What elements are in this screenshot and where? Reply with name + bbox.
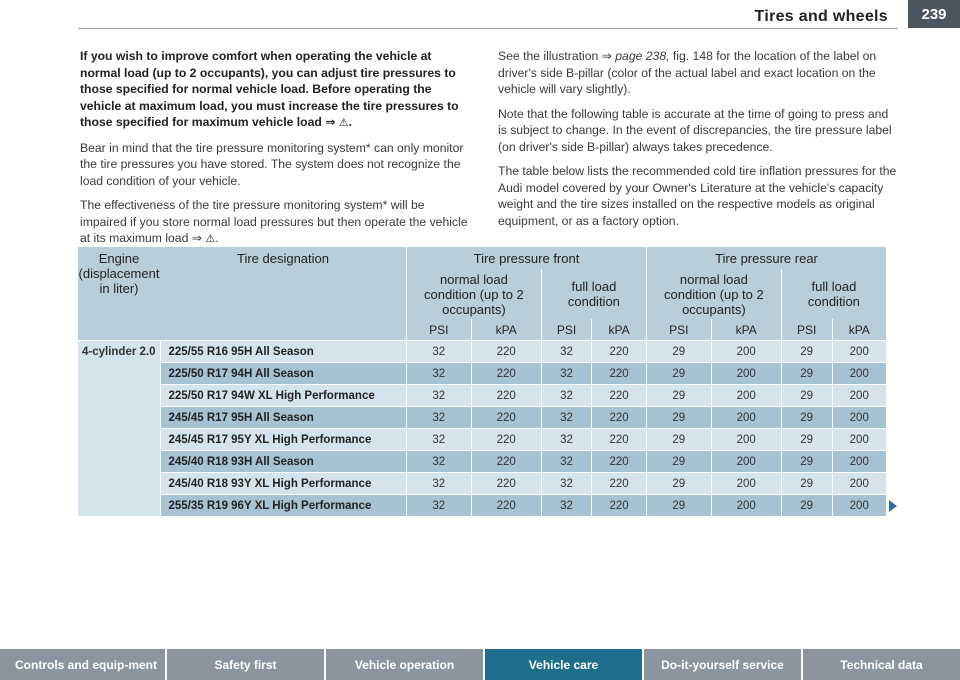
pressure-cell: 29 [646,429,711,451]
pressure-cell: 220 [471,429,541,451]
pressure-cell: 32 [407,407,472,429]
table-body [78,341,886,517]
table-row [78,473,886,495]
pressure-cell: 200 [832,363,886,385]
pressure-cell: 200 [711,341,781,363]
pressure-cell: 29 [646,473,711,495]
pressure-cell: 200 [711,429,781,451]
pressure-cell: 32 [541,473,591,495]
table-row [78,363,886,385]
pressure-cell: 32 [541,363,591,385]
pressure-cell: 32 [541,407,591,429]
pressure-cell: 29 [781,429,832,451]
pressure-cell: 220 [471,451,541,473]
header-front-full: full load condition [541,269,646,319]
footer-tab-3[interactable]: Vehicle care [485,649,642,680]
unit-psi: PSI [781,319,832,341]
paragraph-accuracy: Note that the following table is accurate at the time of going to press and is subject to change. In the event of discrepancies, the tire pressure label (on driver's side B-pillar) always takes precedence. [498,106,892,154]
unit-psi: PSI [541,319,591,341]
right-column [498,48,898,237]
footer-navigation [0,649,960,680]
pressure-cell: 200 [832,473,886,495]
pressure-cell: 200 [711,451,781,473]
pressure-cell: 29 [646,407,711,429]
pressure-cell: 29 [781,363,832,385]
pressure-cell: 200 [832,495,886,517]
footer-tab-1[interactable]: Safety first [167,649,324,680]
paragraph-effectiveness: The effectiveness of the tire pressure monitoring system* will be impaired if you store normal load pressures but then operate the vehicle at its maximum load ⇒ ⚠. [80,197,468,248]
pressure-cell: 32 [407,341,472,363]
footer-tab-4[interactable]: Do-it-yourself service [644,649,801,680]
pressure-cell: 220 [471,495,541,517]
pressure-cell: 220 [592,429,647,451]
pressure-cell: 200 [711,495,781,517]
pressure-cell: 29 [646,341,711,363]
pressure-cell: 29 [781,385,832,407]
page-reference-link[interactable]: page 238, [615,49,670,63]
pressure-cell: 220 [592,341,647,363]
warning-icon: ⚠ [338,117,349,129]
footer-tab-5[interactable]: Technical data [803,649,960,680]
pressure-cell: 32 [541,429,591,451]
tire-designation-cell: 245/40 R18 93H All Season [160,451,407,473]
pressure-cell: 220 [592,363,647,385]
header-rear-full: full load condition [781,269,886,319]
pressure-cell: 32 [541,341,591,363]
tire-designation-cell: 245/40 R18 93Y XL High Performance [160,473,407,495]
table-row [78,407,886,429]
pressure-cell: 29 [781,407,832,429]
pressure-cell: 200 [832,385,886,407]
table-row [78,341,886,363]
pressure-cell: 32 [541,495,591,517]
header-rule [78,28,898,29]
unit-psi: PSI [407,319,472,341]
pressure-cell: 29 [781,341,832,363]
page-number: 239 [908,0,960,28]
pressure-cell: 29 [781,473,832,495]
pressure-cell: 220 [471,407,541,429]
pressure-cell: 29 [646,363,711,385]
pressure-cell: 220 [592,451,647,473]
pressure-cell: 200 [711,407,781,429]
tire-pressure-table [78,247,886,516]
pressure-cell: 220 [592,495,647,517]
pressure-cell: 32 [407,451,472,473]
paragraph-monitoring: Bear in mind that the tire pressure monitoring system* can only monitor the tire pressures you have stored. The system does not recognize the load condition of your vehicle. [80,140,464,188]
table-row [78,495,886,517]
pressure-cell: 220 [592,473,647,495]
unit-kpa: kPA [471,319,541,341]
pressure-cell: 29 [646,451,711,473]
unit-kpa: kPA [711,319,781,341]
pressure-cell: 200 [832,407,886,429]
table-row [78,451,886,473]
next-page-arrow-icon[interactable] [889,500,897,512]
pressure-cell: 32 [541,451,591,473]
engine-cell: 4-cylinder 2.0 [78,341,160,517]
header-rear-normal: normal load condition (up to 2 occupants) [646,269,781,319]
tire-designation-cell: 225/50 R17 94W XL High Performance [160,385,407,407]
pressure-cell: 32 [407,473,472,495]
unit-kpa: kPA [592,319,647,341]
pressure-cell: 29 [646,495,711,517]
header-tire-designation: Tire designation [160,247,407,341]
section-title: Tires and wheels [754,8,888,25]
unit-psi: PSI [646,319,711,341]
header-pressure-rear: Tire pressure rear [646,247,886,269]
pressure-cell: 220 [471,363,541,385]
paragraph-table-intro: The table below lists the recommended cold tire inflation pressures for the Audi model covered by your Owner's Literature at the vehicle's capacity weight and the tire sizes installed on the respective models as original equipment, or as a factory option. [498,164,897,228]
pressure-cell: 200 [711,473,781,495]
pressure-cell: 32 [407,429,472,451]
pressure-cell: 220 [592,407,647,429]
tire-designation-cell: 225/50 R17 94H All Season [160,363,407,385]
pressure-cell: 220 [471,385,541,407]
table-row [78,385,886,407]
bold-paragraph: If you wish to improve comfort when operating the vehicle at normal load (up to 2 occupants), you can adjust tire pressures to those specified for normal vehicle load. Before operating the vehicle at maximum load, you must increase the tire pressures to those specified for maximum vehicle load ⇒ ⚠. [80,48,468,132]
pressure-cell: 220 [471,473,541,495]
pressure-cell: 200 [711,363,781,385]
warning-icon: ⚠ [205,233,216,245]
tire-designation-cell: 255/35 R19 96Y XL High Performance [160,495,407,517]
unit-kpa: kPA [832,319,886,341]
left-column [80,48,468,256]
pressure-cell: 200 [832,429,886,451]
footer-tab-2[interactable]: Vehicle operation [326,649,483,680]
pressure-cell: 29 [781,495,832,517]
pressure-cell: 200 [711,385,781,407]
table-row [78,429,886,451]
header-engine: Engine (displacement in liter) [78,247,160,341]
pressure-cell: 32 [407,495,472,517]
pressure-cell: 32 [407,363,472,385]
pressure-cell: 200 [832,451,886,473]
tire-designation-cell: 225/55 R16 95H All Season [160,341,407,363]
pressure-cell: 32 [407,385,472,407]
header-pressure-front: Tire pressure front [407,247,647,269]
pressure-cell: 29 [781,451,832,473]
pressure-cell: 32 [541,385,591,407]
pressure-cell: 29 [646,385,711,407]
header-front-normal: normal load condition (up to 2 occupants) [407,269,542,319]
paragraph-illustration: See the illustration ⇒ page 238, fig. 148 for the location of the label on driver's side B-pillar (color of the actual label and exact location on the vehicle will vary slightly). [498,49,877,96]
pressure-cell: 220 [471,341,541,363]
pressure-cell: 220 [592,385,647,407]
footer-tab-0[interactable]: Controls and equip-ment [0,649,165,680]
tire-designation-cell: 245/45 R17 95Y XL High Performance [160,429,407,451]
tire-designation-cell: 245/45 R17 95H All Season [160,407,407,429]
pressure-cell: 200 [832,341,886,363]
